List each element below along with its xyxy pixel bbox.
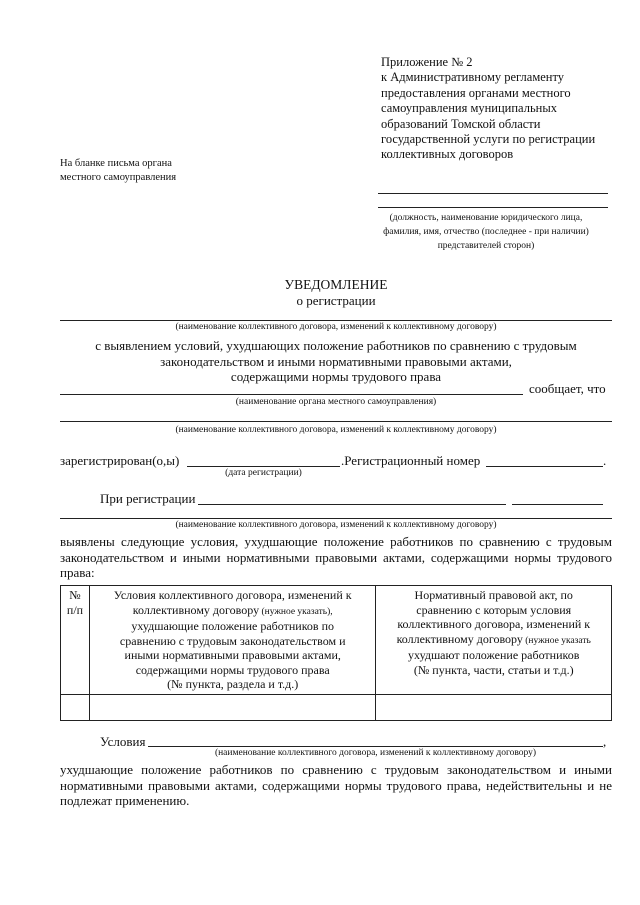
on-registration-label: При регистрации [100,491,196,506]
agreement-name-line-3[interactable] [60,518,612,519]
header-legal-act-text: коллективному договору [396,631,523,646]
registration-date-hint: (дата регистрации) [225,468,302,478]
registration-number-label: .Регистрационный номер [341,453,481,468]
registered-label: зарегистрирован(о,ы) [60,453,180,468]
appendix-line: самоуправления муниципальных [381,101,557,116]
table-row[interactable] [61,694,612,720]
addressee-hint-line: (должность, наименование юридического лица, [389,213,583,223]
appendix-line: государственной услуги по регистрации [381,132,596,147]
addressee-hint-line: представителей сторон) [437,241,535,251]
registration-date-line[interactable] [187,466,340,467]
header-conditions-line: (№ пункта, раздела и т.д.) [167,677,299,691]
header-number-line: № [69,588,81,602]
addressee-hint-line: фамилия, имя, отчество (последнее - при наличии) [383,227,589,237]
registration-number-line[interactable] [486,466,603,467]
on-registration-line-2[interactable] [512,504,603,505]
addressee-line-2[interactable] [378,207,608,208]
header-legal-act-line: коллективного договора, изменений к [397,617,591,631]
appendix-line: к Административному регламенту [381,70,565,85]
letterhead-line: местного самоуправления [60,172,177,183]
agreement-name-line-1[interactable] [60,320,612,321]
header-legal-act-line: (№ пункта, части, статьи и т.д.) [413,662,574,677]
letterhead-line: На бланке письма органа [60,158,172,169]
conditions-table [60,585,612,721]
header-legal-act [376,586,612,695]
detected-conditions-block [60,338,612,385]
detected-line: законодательством и иными нормативными правовыми актами, [160,353,512,369]
header-conditions [89,586,375,695]
table-cell-conditions[interactable] [89,694,375,720]
table-cell-legal-act[interactable] [376,694,612,720]
appendix-line: Приложение № 2 [381,55,473,69]
appendix-line: предоставления органами местного [381,85,571,100]
addressee-line-1[interactable] [378,193,608,194]
final-paragraph: ухудшающие положение работников по сравнению с трудовым законодательством и иными нормативными правовыми актами, содержащими нормы трудового права, недействительны и не подлежат применению. [60,762,612,808]
header-conditions-line [93,603,372,620]
header-number [61,586,90,695]
authority-name-line[interactable] [60,394,523,395]
header-legal-act-line: Нормативный правовой акт, по [414,588,573,602]
header-conditions-text: коллективному договору [132,602,260,617]
header-legal-act-note: (нужное указать [522,635,591,646]
table-header-row [61,586,612,695]
registration-number-end: . [603,453,607,468]
appendix-header [381,55,631,163]
found-conditions-paragraph: выявлены следующие условия, ухудшающие положение работников по сравнению с трудовым законодательством и иными нормативными правовыми актами, содержащими нормы трудового права: [60,534,612,580]
conditions-label: Условия [100,734,146,749]
header-legal-act-line: сравнению с которым условия [416,602,572,617]
agreement-name-hint-1: (наименование коллективного договора, изменений к коллективному договору) [175,322,497,332]
agreement-name-hint-4: (наименование коллективного договора, изменений к коллективному договору) [214,748,537,758]
conditions-end: , [603,734,607,749]
conditions-line[interactable] [148,746,603,747]
document-subtitle: о регистрации [296,293,376,308]
reports-label: сообщает, что [529,381,606,396]
header-conditions-line: иными нормативными правовыми актами, [124,648,341,662]
appendix-line: коллективных договоров [381,147,514,162]
on-registration-line-1[interactable] [198,504,506,505]
agreement-name-hint-3: (наименование коллективного договора, изменений к коллективному договору) [175,520,497,530]
detected-line: с выявлением условий, ухудшающих положение работников по сравнению с трудовым [95,338,577,353]
header-number-line: п/п [66,602,84,617]
appendix-line: образований Томской области [381,116,541,131]
header-conditions-line: сравнению с трудовым законодательством и [119,633,346,648]
letterhead-note [60,157,240,185]
header-conditions-line: содержащими нормы трудового права [135,662,330,677]
agreement-name-hint-2: (наименование коллективного договора, изменений к коллективному договору) [175,425,497,435]
addressee-hint [360,211,612,253]
agreement-name-line-2[interactable] [60,421,612,422]
detected-line: содержащими нормы трудового права [230,369,442,384]
header-conditions-line: ухудшающие положение работников по [131,619,335,633]
table-cell-number[interactable] [61,694,90,720]
authority-name-hint: (наименование органа местного самоуправления) [235,397,437,407]
header-legal-act-line: ухудшают положение работников [408,648,580,662]
header-conditions-line: Условия коллективного договора, изменений к [113,588,352,602]
header-legal-act-line [379,632,608,649]
header-conditions-note: (нужное указать), [259,606,333,617]
document-title: УВЕДОМЛЕНИЕ [284,277,388,292]
